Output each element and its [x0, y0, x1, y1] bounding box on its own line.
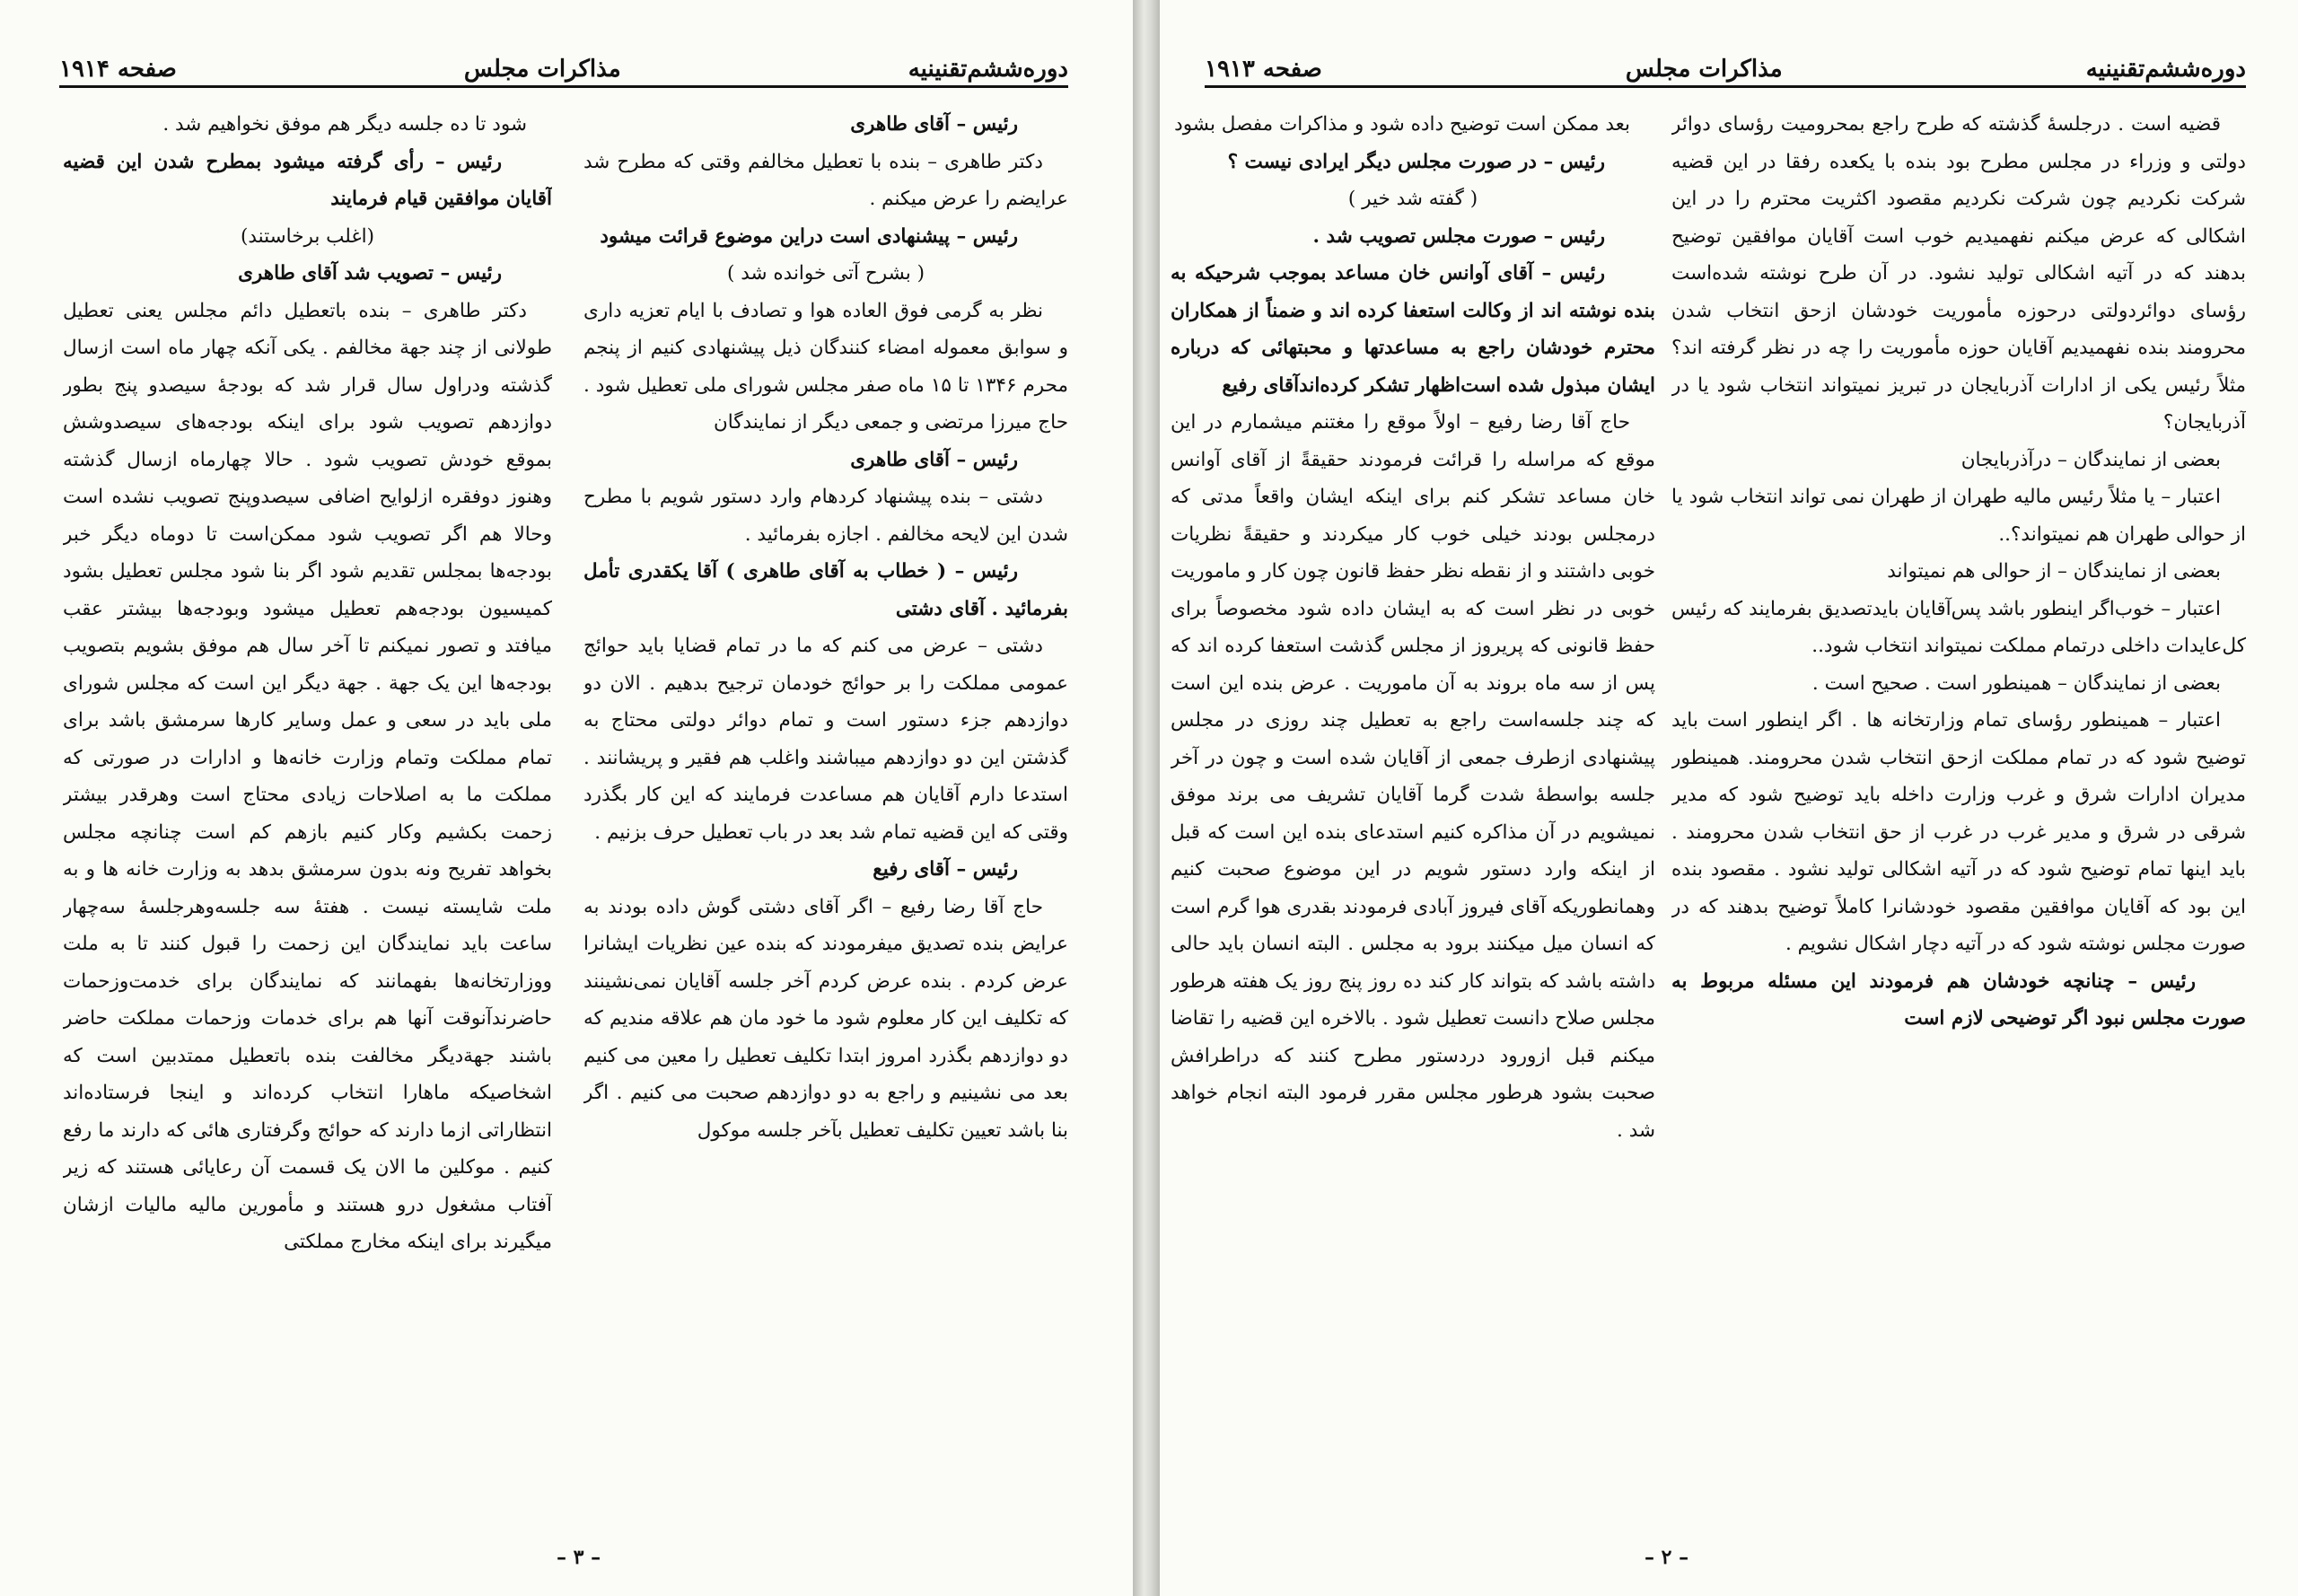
header-page-number: صفحه ۱۹۱۳ [1205, 55, 1322, 83]
body-paragraph: قضیه است . درجلسهٔ گذشته که طرح راجع بمحرومیت رؤسای دوائر دولتی و وزراء در مجلس مطرح بود بنده با یکعده رفقا در این قضیه شرکت نکردیم چون شرکت نکردیم مقصود اکثریت محترم را در این اشکالی که عرض میکنم نفهمیدیم خوب است آقایان موافقین توضیح بدهند که در آتیه اشکالی تولید نشود. در آن طرح نوشته شده‌است رؤسای دوائردولتی درحوزه مأموریت خودشان ازحق انتخاب شدن محرومند بنده نفهمیدیم آقایان حوزه مأموریت را چه در نظر گرفته اند؟ مثلاً رئیس یکی از ادارات آذربایجان در تبریز نمیتواند انتخاب شود یا در آذربایجان؟ [1671, 113, 2246, 434]
centered-note: ( گفته شد خیر ) [1347, 188, 1478, 210]
speaker-paragraph: رئیس – پیشنهادی است دراین موضوع قرائت میشود [600, 224, 1018, 248]
centered-note: (اغلب برخاستند) [240, 224, 375, 248]
header-session: دوره‌ششم‌تقنینیه [2085, 55, 2246, 83]
body-paragraph: بعد ممکن است توضیح داده شود و مذاکرات مفصل بشود [1174, 113, 1630, 136]
left-page [0, 0, 1138, 1596]
text-column-left [1171, 106, 1655, 1533]
speaker-paragraph: رئیس – آقای آوانس خان مساعد بموجب شرحیکه به بنده نوشته اند از وکالت استعفا کرده اند و ضمناً از همکاران محترم خودشان راجع به مساعدتها و محبتهائی که درباره ایشان مبذول شده است‌اظهار تشکر کرده‌اند‌آقای رفیع [1171, 262, 1655, 397]
header-title: مذاکرات مجلس [463, 55, 621, 83]
speaker-paragraph: رئیس – ( خطاب به آقای طاهری ) آقا یکقدری تأمل بفرمائید . آقای دشتی [583, 560, 1068, 620]
header-session: دوره‌ششم‌تقنینیه [908, 55, 1068, 83]
header-page-number: صفحه ۱۹۱۴ [59, 55, 177, 83]
speaker-paragraph: رئیس – آقای طاهری [850, 113, 1018, 136]
speaker-paragraph: رئیس – آقای طاهری [850, 448, 1018, 471]
page-header [1205, 52, 2246, 88]
page-footer-number: – ۲ – [1645, 1546, 1689, 1569]
body-paragraph: دکتر طاهری – بنده باتعطیل دائم مجلس یعنی تعطیل طولانی از چند جهة مخالفم . یکی آنکه چهار ماه است ازسال گذشته ودراول سال قرار شد که بودجهٔ سیصدو پنج بطور دوازدهم تصویب شود برای اینکه بودجه‌های سیصدوشش بموقع خودش تصویب شود . حالا چهارماه ازسال گذشته وهنوز دوفقره ازلوایح اضافی سیصدوپنج تصویب نشده است وحالا هم اگر تصویب شود ممکن‌است تا دوماه دیگر خبر بودجه‌ها بمجلس تقدیم شود اگر بنا شود مجلس تعطیل بشود کمیسیون بودجه‌هم تعطیل میشود وبودجه‌ها بیشتر عقب میافتد و تصور نمیکنم تا آخر سال هم موفق بشویم بتصویب بودجه‌ها این یک جهة . جهة دیگر این است که مجلس شورای ملی باید در سعی و عمل وسایر کارها سرمشق باشد برای تمام مملکت وتمام وزارت خانه‌ها و ادارات در صورتی که مملکت ما به اصلاحات زیادی محتاج است وهرقدر بیشتر زحمت بکشیم وکار کنیم بازهم کم است چنانچه مجلس بخواهد تفریح ونه بدون سرمشق بدهد به وزارت خانه ها و به ملت شایسته نیست . هفتهٔ سه جلسه‌وهرجلسهٔ سه‌چهار ساعت باید نمایندگان این زحمت را قبول کنند تا به ملت ووزارتخانه‌ها بفهمانند که نمایندگان برای خدمت‌وزحمات حاضرندآنوقت آنها هم برای خدمات وزحمات مملکت حاضر باشند جهة‌دیگر مخالفت بنده باتعطیل ممتدبین است که اشخاصیکه ماهارا انتخاب کرده‌اند و اینجا فرستاده‌اند انتظاراتی ازما دارند که حوائج وگرفتاری هائی که دارند ما رفع کنیم . موکلین ما الان یک قسمت آن رعایائی هستند که زیر آفتاب مشغول درو هستند و مأمورین مالیه مالیات ازشان میگیرند برای اینکه مخارج مملکتی [63, 299, 552, 1253]
speaker-paragraph: رئیس – صورت مجلس تصویب شد . [1312, 224, 1605, 248]
body-paragraph: بعضی از نمایندگان – از حوالی هم نمیتواند [1887, 560, 2221, 583]
centered-note: ( بشرح آتی خوانده شد ) [727, 262, 925, 285]
page-footer-number: – ۳ – [557, 1546, 601, 1569]
body-paragraph: دشتی – عرض می کنم که ما در تمام قضایا باید حوائج عمومی مملکت را بر حوائج خودمان ترجیح بدهیم . الان دو دوازدهم جزء دستور است و تمام دوائر دولتی محتاج به گذشتن این دو دوازدهم میباشند واغلب هم فقیر و پریشانند . استدعا دارم آقایان هم مساعدت فرمایند که این کار بگذرد وقتی که این قضیه تمام شد بعد در باب تعطیل حرف بزنیم . [583, 635, 1068, 844]
body-paragraph: اعتبار – یا مثلاً رئیس مالیه طهران از طهران نمی تواند انتخاب شود یا از حوالی طهران هم نمیتواند؟.. [1671, 486, 2246, 546]
text-column-right [1671, 106, 2246, 1533]
page-header [59, 52, 1068, 88]
body-paragraph: بعضی از نمایندگان – همینطور است . صحیح است . [1811, 671, 2221, 695]
speaker-paragraph: رئیس – آقای رفیع [873, 858, 1018, 881]
body-paragraph: دکتر طاهری – بنده با تعطیل مخالفم وقتی که مطرح شد عرایضم را عرض میکنم . [583, 150, 1068, 210]
body-paragraph: حاج آقا رضا رفیع – اگر آقای دشتی گوش داده بودند به عرایض بنده تصدیق میفرمودند که بنده عین نظریات ایشانرا عرض کردم . بنده عرض کردم آخر جلسه آقایان نمی‌نشینند که تکلیف این کار معلوم شود ما خود مان هم علاقه مندیم که دو دوازدهم بگذرد امروز ابتدا تکلیف تعطیل را معین می کنیم بعد می نشینیم و راجع به دو دوازدهم صحبت می کنیم . اگر بنا باشد تعیین تکلیف تعطیل بآخر جلسه موکول [583, 895, 1068, 1142]
speaker-paragraph: رئیس – تصویب شد آقای طاهری [238, 262, 502, 285]
body-paragraph: بعضی از نمایندگان – درآذربایجان [1960, 448, 2221, 471]
body-paragraph: اعتبار – همینطور رؤسای تمام وزارتخانه ها . اگر اینطور است باید توضیح شود که در تمام مملکت ازحق انتخاب شدن محرومند. همینطور مدیران ادارات شرق و غرب وزارت داخله باید توضیح شود که مدیر شرقی در شرق و مدیر غرب در غرب از حق انتخاب شدن محرومند . باید اینها تمام توضیح شود که در آتیه اشکالی تولید نشود . مقصود بنده این بود که آقایان موافقین مقصود خودشانرا کاملاً توضیح بدهند که در صورت مجلس نوشته شود که در آتیه دچار اشکال نشویم . [1671, 709, 2246, 955]
body-paragraph: نظر به گرمی فوق العاده هوا و تصادف با ایام تعزیه داری و سوابق معموله امضاء کنندگان ذیل پیشنهادی کنیم از پنجم محرم ۱۳۴۶ تا ۱۵ ماه صفر مجلس شورای ملی تعطیل شود . حاج میرزا مرتضی و جمعی دیگر از نمایندگان [583, 299, 1068, 434]
body-paragraph: شود تا ده جلسه دیگر هم موفق نخواهیم شد . [162, 113, 527, 136]
right-page [1160, 0, 2298, 1596]
speaker-paragraph: رئیس – در صورت مجلس دیگر ایرادی نیست ؟ [1227, 150, 1605, 173]
speaker-paragraph: رئیس – رأی گرفته میشود بمطرح شدن این قضیه آقایان موافقین قیام فرمایند [63, 150, 552, 210]
body-paragraph: حاج آقا رضا رفیع – اولاً موقع را مغتنم میشمارم در این موقع که مراسله را قرائت فرمودند حقیقةً از آقای آوانس خان مساعد تشکر کنم برای اینکه ایشان واقعاً مدتی که درمجلس بودند خیلی خوب کار میکردند و حقیقةً نظریات خوبی داشتند و از نقطه نظر حفظ قانون چون کار و ماموریت خوبی در نظر است که به ایشان داده شود مخصوصاً برای حفظ قانونی که پریروز از مجلس گذشت استعفا کرده اند که پس از سه ماه بروند به آن ماموریت . عرض بنده این است که چند جلسه‌است راجع به تعطیل چند روزی در مجلس پیشنهادی ازطرف جمعی از آقایان شده است و چون در آخر جلسه بواسطهٔ شدت گرما آقایان تشریف می برند موفق نمیشویم در آن مذاکره کنیم استدعای بنده این است که قبل از اینکه وارد دستور شویم در این موضوع صحبت کنیم وهمانطوریکه آقای فیروز آبادی فرمودند بقدری هوا گرم است که انسان میل میکنند برود به مجلس . البته انسان باید حالی داشته باشد که بتواند کار کند ده روز پنج روز یک هفته هرطور مجلس صلاح دانست تعطیل شود . بالاخره این قضیه را تقاضا میکنم قبل ازورود دردستور مطرح کنند که دراطرافش صحبت بشود هرطور مجلس مقرر فرمود البته انجام خواهد شد . [1171, 411, 1655, 1142]
header-title: مذاکرات مجلس [1625, 55, 1783, 83]
body-paragraph: دشتی – بنده پیشنهاد کردهام وارد دستور شویم با مطرح شدن این لایحه مخالفم . اجازه بفرمائید . [583, 486, 1068, 546]
text-column-left [63, 106, 552, 1533]
speaker-paragraph: رئیس – چنانچه خودشان هم فرمودند این مسئله مربوط به صورت مجلس نبود اگر توضیحی لازم است [1671, 969, 2246, 1030]
text-column-right [583, 106, 1068, 1533]
body-paragraph: اعتبار – خوب‌اگر اینطور باشد پس‌آقایان بایدتصدیق بفرمایند که رئیس کل‌عایدات داخلی درتمام مملکت نمیتواند انتخاب شود.. [1671, 597, 2246, 657]
